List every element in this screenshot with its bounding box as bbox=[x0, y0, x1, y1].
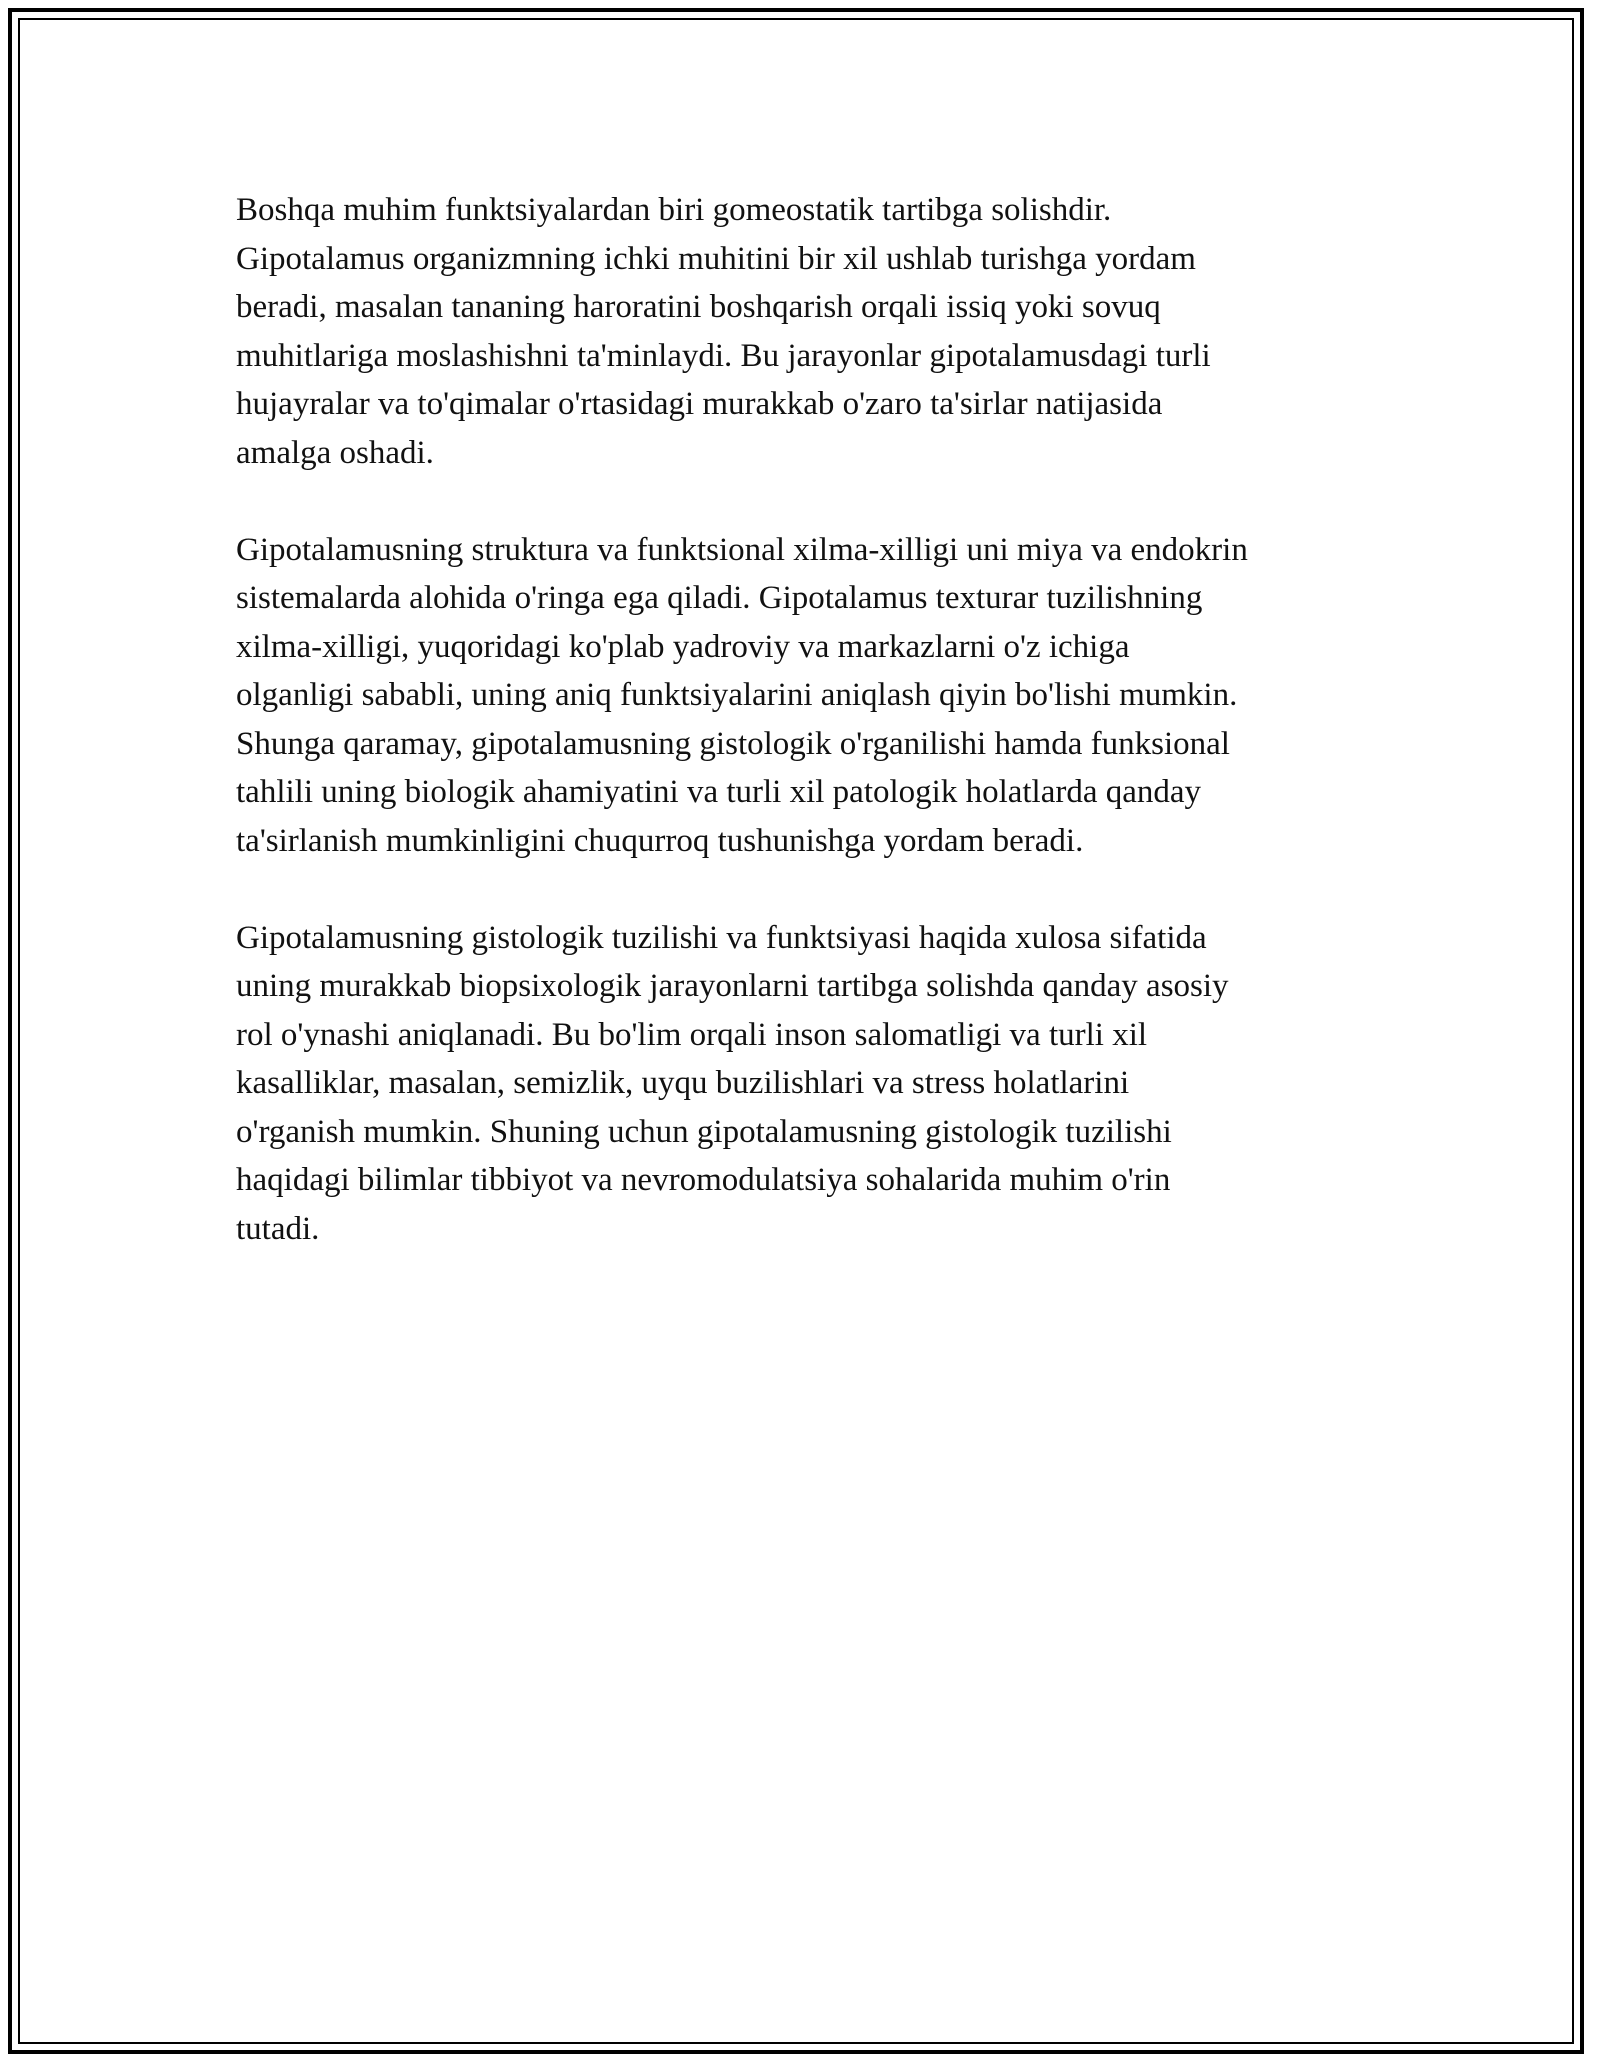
document-body bbox=[236, 186, 1376, 1302]
paragraph-homeostasis: Boshqa muhim funktsiyalardan biri gomeostatik tartibga solishdir. Gipotalamus organizmning ichki muhitini bir xil ushlab turishga yordam beradi, masalan tananing haroratini boshqarish orqali issiq yoki sovuq muhitlariga moslashishni ta'minlaydi. Bu jarayonlar gipotalamusdagi turli hujayralar va to'qimalar o'rtasidagi murakkab o'zaro ta'sirlar natijasida amalga oshadi. bbox=[236, 192, 1211, 471]
paragraph-conclusion: Gipotalamusning gistologik tuzilishi va funktsiyasi haqida xulosa sifatida uning murakkab biopsixologik jarayonlarni tartibga solishda qanday asosiy rol o'ynashi aniqlanadi. Bu bo'lim orqali inson salomatligi va turli xil kasalliklar, masalan, semizlik, uyqu buzilishlari va stress holatlarini o'rganish mumkin. Shuning uchun gipotalamusning gistologik tuzilishi haqidagi bilimlar tibbiyot va nevromodulatsiya sohalarida muhim o'rin tutadi. bbox=[236, 919, 1229, 1247]
paragraph-structure-diversity: Gipotalamusning struktura va funktsional xilma-xilligi uni miya va endokrin sistemalarda alohida o'ringa ega qiladi. Gipotalamus texturar tuzilishning xilma-xilligi, yuqoridagi ko'plab yadroviy va markazlarni o'z ichiga olganligi sababli, uning aniq funktsiyalarini aniqlash qiyin bo'lishi mumkin. Shunga qaramay, gipotalamusning gistologik o'rganilishi hamda funksional tahlili uning biologik ahamiyatini va turli xil patologik holatlarda qanday ta'sirlanish mumkinligini chuqurroq tushunishga yordam beradi. bbox=[236, 531, 1248, 859]
